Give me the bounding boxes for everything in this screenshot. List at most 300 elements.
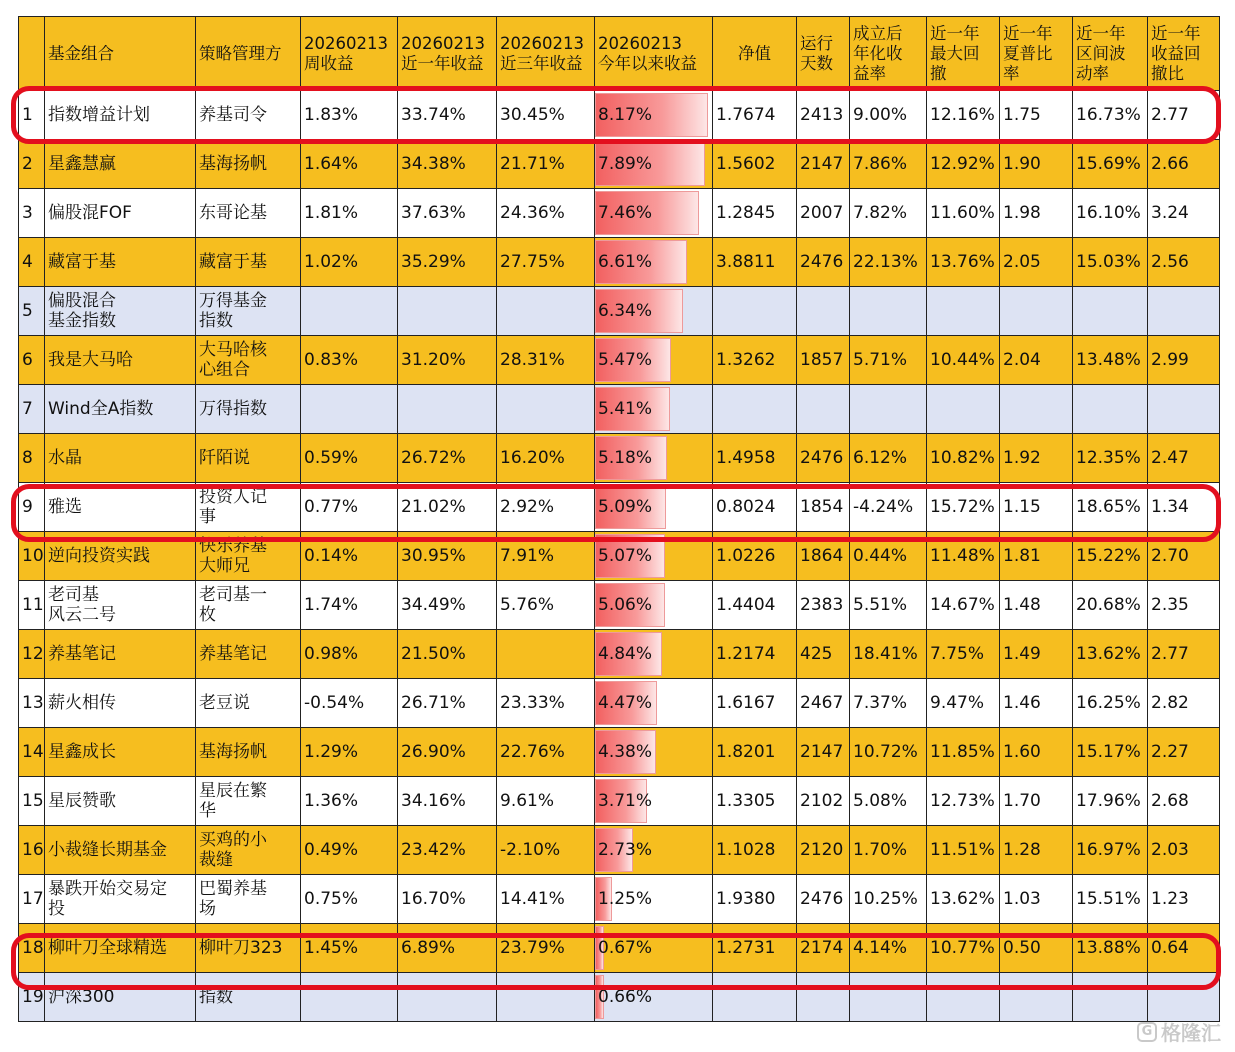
sharpe-ratio: 1.49 — [1000, 630, 1073, 679]
weekly-return — [301, 973, 398, 1022]
weekly-return: 1.29% — [301, 728, 398, 777]
one-year-return: 30.95% — [398, 532, 497, 581]
table-row — [19, 532, 1220, 581]
header-weekly-return: 20260213 周收益 — [301, 17, 398, 91]
ytd-value: 4.84% — [598, 644, 653, 664]
volatility: 15.69% — [1073, 140, 1148, 189]
max-drawdown: 11.48% — [927, 532, 1000, 581]
row-index: 6 — [19, 336, 45, 385]
running-days — [797, 973, 850, 1022]
ytd-return — [595, 336, 713, 385]
running-days: 2147 — [797, 728, 850, 777]
net-value — [713, 385, 797, 434]
manager-name: 东哥论基 — [196, 189, 301, 238]
ytd-return — [595, 875, 713, 924]
return-drawdown-ratio: 2.77 — [1148, 91, 1220, 140]
ytd-value: 6.61% — [598, 252, 653, 272]
row-index: 19 — [19, 973, 45, 1022]
three-year-return — [497, 973, 595, 1022]
row-index: 18 — [19, 924, 45, 973]
ytd-return — [595, 728, 713, 777]
net-value: 1.1028 — [713, 826, 797, 875]
three-year-return: 9.61% — [497, 777, 595, 826]
running-days: 2102 — [797, 777, 850, 826]
header-strategy-manager: 策略管理方 — [196, 17, 301, 91]
fund-name: 沪深300 — [45, 973, 196, 1022]
manager-name: 星辰在繁 华 — [196, 777, 301, 826]
table-row — [19, 238, 1220, 287]
volatility — [1073, 385, 1148, 434]
manager-name: 万得指数 — [196, 385, 301, 434]
weekly-return: 1.02% — [301, 238, 398, 287]
annualized-return: 4.14% — [850, 924, 927, 973]
fund-name: 雅选 — [45, 483, 196, 532]
row-index: 15 — [19, 777, 45, 826]
one-year-return: 21.02% — [398, 483, 497, 532]
max-drawdown: 10.82% — [927, 434, 1000, 483]
one-year-return: 16.70% — [398, 875, 497, 924]
three-year-return: 5.76% — [497, 581, 595, 630]
net-value: 1.4958 — [713, 434, 797, 483]
weekly-return: 0.59% — [301, 434, 398, 483]
return-drawdown-ratio: 0.64 — [1148, 924, 1220, 973]
ytd-value: 5.47% — [598, 350, 653, 370]
weekly-return: 1.45% — [301, 924, 398, 973]
weekly-return: 0.98% — [301, 630, 398, 679]
one-year-return: 34.16% — [398, 777, 497, 826]
header-fund-portfolio: 基金组合 — [45, 17, 196, 91]
table-row — [19, 973, 1220, 1022]
table-row — [19, 189, 1220, 238]
manager-name: 藏富于基 — [196, 238, 301, 287]
fund-name: 藏富于基 — [45, 238, 196, 287]
ytd-value: 5.41% — [598, 399, 653, 419]
ytd-return — [595, 91, 713, 140]
max-drawdown: 9.47% — [927, 679, 1000, 728]
fund-ranking-table — [18, 16, 1220, 1022]
max-drawdown — [927, 287, 1000, 336]
table-row — [19, 728, 1220, 777]
weekly-return: 1.64% — [301, 140, 398, 189]
table-row — [19, 287, 1220, 336]
annualized-return: 9.00% — [850, 91, 927, 140]
return-drawdown-ratio: 2.99 — [1148, 336, 1220, 385]
annualized-return: 6.12% — [850, 434, 927, 483]
volatility: 15.22% — [1073, 532, 1148, 581]
ytd-value: 4.47% — [598, 693, 653, 713]
g-logo-icon: G — [1137, 1022, 1157, 1042]
three-year-return: 22.76% — [497, 728, 595, 777]
weekly-return — [301, 385, 398, 434]
three-year-return: 7.91% — [497, 532, 595, 581]
one-year-return: 6.89% — [398, 924, 497, 973]
running-days: 425 — [797, 630, 850, 679]
annualized-return — [850, 287, 927, 336]
sharpe-ratio: 1.60 — [1000, 728, 1073, 777]
running-days: 2476 — [797, 434, 850, 483]
weekly-return: 1.83% — [301, 91, 398, 140]
max-drawdown: 11.51% — [927, 826, 1000, 875]
ytd-value: 5.18% — [598, 448, 653, 468]
net-value: 1.8201 — [713, 728, 797, 777]
fund-name: 老司基 风云二号 — [45, 581, 196, 630]
one-year-return — [398, 287, 497, 336]
fund-name: 逆向投资实践 — [45, 532, 196, 581]
weekly-return: 1.74% — [301, 581, 398, 630]
sharpe-ratio — [1000, 973, 1073, 1022]
net-value: 3.8811 — [713, 238, 797, 287]
header-index — [19, 17, 45, 91]
sharpe-ratio: 2.05 — [1000, 238, 1073, 287]
volatility: 18.65% — [1073, 483, 1148, 532]
watermark — [1137, 1017, 1221, 1046]
header-running-days: 运行 天数 — [797, 17, 850, 91]
ytd-return — [595, 434, 713, 483]
return-drawdown-ratio: 2.77 — [1148, 630, 1220, 679]
annualized-return: 22.13% — [850, 238, 927, 287]
sharpe-ratio: 1.03 — [1000, 875, 1073, 924]
max-drawdown: 13.62% — [927, 875, 1000, 924]
annualized-return: 5.51% — [850, 581, 927, 630]
row-index: 13 — [19, 679, 45, 728]
volatility: 17.96% — [1073, 777, 1148, 826]
sharpe-ratio: 1.75 — [1000, 91, 1073, 140]
volatility: 13.48% — [1073, 336, 1148, 385]
ytd-value: 3.71% — [598, 791, 653, 811]
header-max-drawdown: 近一年 最大回 撤 — [927, 17, 1000, 91]
sharpe-ratio: 1.70 — [1000, 777, 1073, 826]
sharpe-ratio: 1.46 — [1000, 679, 1073, 728]
annualized-return: 10.25% — [850, 875, 927, 924]
manager-name: 老豆说 — [196, 679, 301, 728]
weekly-return: 0.14% — [301, 532, 398, 581]
weekly-return: 0.77% — [301, 483, 398, 532]
manager-name: 基海扬帆 — [196, 728, 301, 777]
annualized-return: 5.71% — [850, 336, 927, 385]
ytd-return — [595, 140, 713, 189]
ytd-return — [595, 630, 713, 679]
weekly-return: 1.36% — [301, 777, 398, 826]
weekly-return: 0.75% — [301, 875, 398, 924]
fund-name: 薪火相传 — [45, 679, 196, 728]
annualized-return: 0.44% — [850, 532, 927, 581]
table-row — [19, 91, 1220, 140]
fund-name: 星鑫成长 — [45, 728, 196, 777]
max-drawdown — [927, 973, 1000, 1022]
max-drawdown: 10.44% — [927, 336, 1000, 385]
three-year-return: -2.10% — [497, 826, 595, 875]
return-drawdown-ratio: 3.24 — [1148, 189, 1220, 238]
manager-name: 大马哈核 心组合 — [196, 336, 301, 385]
running-days — [797, 385, 850, 434]
three-year-return — [497, 630, 595, 679]
volatility: 15.03% — [1073, 238, 1148, 287]
net-value: 1.9380 — [713, 875, 797, 924]
return-drawdown-ratio: 2.70 — [1148, 532, 1220, 581]
header-nav: 净值 — [713, 17, 797, 91]
three-year-return: 30.45% — [497, 91, 595, 140]
fund-name: 暴跌开始交易定 投 — [45, 875, 196, 924]
sharpe-ratio: 1.48 — [1000, 581, 1073, 630]
annualized-return: 5.08% — [850, 777, 927, 826]
fund-name: 我是大马哈 — [45, 336, 196, 385]
weekly-return: 0.83% — [301, 336, 398, 385]
manager-name: 万得基金 指数 — [196, 287, 301, 336]
sharpe-ratio: 1.98 — [1000, 189, 1073, 238]
running-days: 2383 — [797, 581, 850, 630]
table-row — [19, 875, 1220, 924]
max-drawdown: 13.76% — [927, 238, 1000, 287]
one-year-return: 26.90% — [398, 728, 497, 777]
ytd-value: 5.06% — [598, 595, 653, 615]
row-index: 14 — [19, 728, 45, 777]
manager-name: 养基司令 — [196, 91, 301, 140]
weekly-return — [301, 287, 398, 336]
manager-name: 养基笔记 — [196, 630, 301, 679]
return-drawdown-ratio: 1.23 — [1148, 875, 1220, 924]
manager-name: 买鸡的小 裁缝 — [196, 826, 301, 875]
net-value: 1.7674 — [713, 91, 797, 140]
return-drawdown-ratio: 2.03 — [1148, 826, 1220, 875]
max-drawdown: 12.92% — [927, 140, 1000, 189]
annualized-return: 1.70% — [850, 826, 927, 875]
row-index: 1 — [19, 91, 45, 140]
net-value: 1.3262 — [713, 336, 797, 385]
max-drawdown: 12.16% — [927, 91, 1000, 140]
one-year-return: 33.74% — [398, 91, 497, 140]
running-days: 2476 — [797, 875, 850, 924]
three-year-return: 2.92% — [497, 483, 595, 532]
header-return-drawdown-ratio: 近一年 收益回 撤比 — [1148, 17, 1220, 91]
max-drawdown — [927, 385, 1000, 434]
manager-name: 柳叶刀323 — [196, 924, 301, 973]
net-value: 1.2174 — [713, 630, 797, 679]
header-ytd-return: 20260213 今年以来收益 — [595, 17, 713, 91]
volatility: 20.68% — [1073, 581, 1148, 630]
three-year-return: 23.79% — [497, 924, 595, 973]
table-row — [19, 924, 1220, 973]
row-index: 16 — [19, 826, 45, 875]
ytd-return — [595, 238, 713, 287]
return-drawdown-ratio: 2.66 — [1148, 140, 1220, 189]
three-year-return: 14.41% — [497, 875, 595, 924]
net-value: 1.2845 — [713, 189, 797, 238]
ytd-return — [595, 483, 713, 532]
header-row — [19, 17, 1220, 91]
ytd-return — [595, 189, 713, 238]
table-row — [19, 777, 1220, 826]
table-row — [19, 434, 1220, 483]
table-row — [19, 336, 1220, 385]
sharpe-ratio: 1.90 — [1000, 140, 1073, 189]
row-index: 2 — [19, 140, 45, 189]
ytd-return — [595, 287, 713, 336]
row-index: 5 — [19, 287, 45, 336]
return-drawdown-ratio: 2.27 — [1148, 728, 1220, 777]
one-year-return — [398, 973, 497, 1022]
running-days: 1864 — [797, 532, 850, 581]
net-value — [713, 973, 797, 1022]
row-index: 4 — [19, 238, 45, 287]
row-index: 12 — [19, 630, 45, 679]
ytd-value: 5.07% — [598, 546, 653, 566]
annualized-return: -4.24% — [850, 483, 927, 532]
table-row — [19, 385, 1220, 434]
manager-name: 老司基一 枚 — [196, 581, 301, 630]
volatility — [1073, 973, 1148, 1022]
ytd-value: 7.89% — [598, 154, 653, 174]
row-index: 10 — [19, 532, 45, 581]
annualized-return: 10.72% — [850, 728, 927, 777]
running-days: 2007 — [797, 189, 850, 238]
ytd-value: 8.17% — [598, 105, 653, 125]
volatility: 16.10% — [1073, 189, 1148, 238]
net-value: 1.2731 — [713, 924, 797, 973]
three-year-return: 21.71% — [497, 140, 595, 189]
sharpe-ratio — [1000, 287, 1073, 336]
fund-name: 指数增益计划 — [45, 91, 196, 140]
running-days: 2120 — [797, 826, 850, 875]
annualized-return: 7.82% — [850, 189, 927, 238]
header-annualized-return: 成立后 年化收 益率 — [850, 17, 927, 91]
sharpe-ratio: 1.92 — [1000, 434, 1073, 483]
net-value: 0.8024 — [713, 483, 797, 532]
one-year-return: 34.49% — [398, 581, 497, 630]
return-drawdown-ratio — [1148, 973, 1220, 1022]
sharpe-ratio: 2.04 — [1000, 336, 1073, 385]
weekly-return: 0.49% — [301, 826, 398, 875]
manager-name: 基海扬帆 — [196, 140, 301, 189]
return-drawdown-ratio — [1148, 287, 1220, 336]
ytd-value: 0.67% — [598, 938, 653, 958]
ytd-value: 2.73% — [598, 840, 653, 860]
three-year-return: 23.33% — [497, 679, 595, 728]
table-row — [19, 679, 1220, 728]
one-year-return: 26.71% — [398, 679, 497, 728]
one-year-return — [398, 385, 497, 434]
net-value: 1.0226 — [713, 532, 797, 581]
row-index: 11 — [19, 581, 45, 630]
ytd-return — [595, 581, 713, 630]
sharpe-ratio: 1.28 — [1000, 826, 1073, 875]
sharpe-ratio: 1.15 — [1000, 483, 1073, 532]
weekly-return: -0.54% — [301, 679, 398, 728]
ytd-value: 5.09% — [598, 497, 653, 517]
volatility: 13.88% — [1073, 924, 1148, 973]
table-row — [19, 581, 1220, 630]
ytd-return — [595, 826, 713, 875]
fund-name: 养基笔记 — [45, 630, 196, 679]
max-drawdown: 10.77% — [927, 924, 1000, 973]
three-year-return — [497, 385, 595, 434]
fund-name: 星辰赞歌 — [45, 777, 196, 826]
net-value: 1.5602 — [713, 140, 797, 189]
max-drawdown: 15.72% — [927, 483, 1000, 532]
one-year-return: 21.50% — [398, 630, 497, 679]
volatility: 15.51% — [1073, 875, 1148, 924]
header-1y-return: 20260213 近一年收益 — [398, 17, 497, 91]
three-year-return: 24.36% — [497, 189, 595, 238]
three-year-return: 16.20% — [497, 434, 595, 483]
max-drawdown: 14.67% — [927, 581, 1000, 630]
return-drawdown-ratio: 2.47 — [1148, 434, 1220, 483]
volatility: 15.17% — [1073, 728, 1148, 777]
ytd-return — [595, 973, 713, 1022]
net-value: 1.4404 — [713, 581, 797, 630]
ytd-return — [595, 924, 713, 973]
running-days: 2147 — [797, 140, 850, 189]
ytd-return — [595, 532, 713, 581]
annualized-return: 7.37% — [850, 679, 927, 728]
one-year-return: 35.29% — [398, 238, 497, 287]
return-drawdown-ratio: 1.34 — [1148, 483, 1220, 532]
ytd-return — [595, 679, 713, 728]
table-row — [19, 140, 1220, 189]
one-year-return: 37.63% — [398, 189, 497, 238]
volatility: 12.35% — [1073, 434, 1148, 483]
manager-name: 阡陌说 — [196, 434, 301, 483]
ytd-value: 6.34% — [598, 301, 653, 321]
header-3y-return: 20260213 近三年收益 — [497, 17, 595, 91]
fund-name: 柳叶刀全球精选 — [45, 924, 196, 973]
net-value — [713, 287, 797, 336]
volatility: 13.62% — [1073, 630, 1148, 679]
return-drawdown-ratio — [1148, 385, 1220, 434]
sharpe-ratio: 1.81 — [1000, 532, 1073, 581]
ytd-value: 0.66% — [598, 987, 653, 1007]
row-index: 7 — [19, 385, 45, 434]
ytd-return — [595, 385, 713, 434]
max-drawdown: 11.85% — [927, 728, 1000, 777]
running-days: 2476 — [797, 238, 850, 287]
running-days: 2174 — [797, 924, 850, 973]
manager-name: 快乐养基 大师兄 — [196, 532, 301, 581]
one-year-return: 31.20% — [398, 336, 497, 385]
annualized-return — [850, 973, 927, 1022]
three-year-return — [497, 287, 595, 336]
ytd-value: 1.25% — [598, 889, 653, 909]
table-row — [19, 630, 1220, 679]
row-index: 17 — [19, 875, 45, 924]
manager-name: 巴蜀养基 场 — [196, 875, 301, 924]
ytd-return — [595, 777, 713, 826]
fund-name: 水晶 — [45, 434, 196, 483]
table-row — [19, 826, 1220, 875]
weekly-return: 1.81% — [301, 189, 398, 238]
fund-name: Wind全A指数 — [45, 385, 196, 434]
three-year-return: 27.75% — [497, 238, 595, 287]
ytd-value: 4.38% — [598, 742, 653, 762]
header-sharpe-ratio: 近一年 夏普比 率 — [1000, 17, 1073, 91]
annualized-return: 18.41% — [850, 630, 927, 679]
one-year-return: 26.72% — [398, 434, 497, 483]
net-value: 1.6167 — [713, 679, 797, 728]
volatility — [1073, 287, 1148, 336]
one-year-return: 34.38% — [398, 140, 497, 189]
running-days: 2413 — [797, 91, 850, 140]
net-value: 1.3305 — [713, 777, 797, 826]
max-drawdown: 11.60% — [927, 189, 1000, 238]
fund-name: 偏股混合 基金指数 — [45, 287, 196, 336]
fund-name: 星鑫慧赢 — [45, 140, 196, 189]
row-index: 3 — [19, 189, 45, 238]
return-drawdown-ratio: 2.35 — [1148, 581, 1220, 630]
sharpe-ratio: 0.50 — [1000, 924, 1073, 973]
volatility: 16.97% — [1073, 826, 1148, 875]
manager-name: 指数 — [196, 973, 301, 1022]
row-index: 9 — [19, 483, 45, 532]
volatility: 16.73% — [1073, 91, 1148, 140]
